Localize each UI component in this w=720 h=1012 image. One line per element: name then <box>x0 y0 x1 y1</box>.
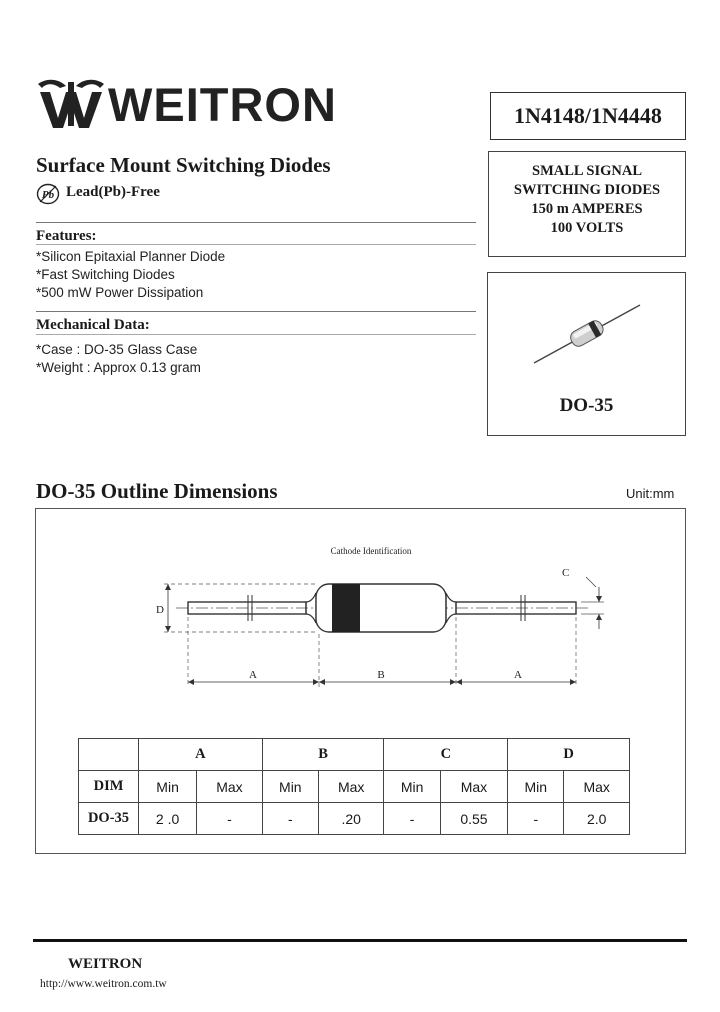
spec-box <box>488 151 686 257</box>
weitron-logo-icon <box>36 78 106 130</box>
footer-divider <box>33 939 687 942</box>
table-cell: 2.0 <box>564 803 630 835</box>
dimension-table <box>78 738 630 835</box>
brand-name: WEITRON <box>108 78 337 131</box>
table-cell: - <box>197 803 263 835</box>
package-label: DO-35 <box>559 395 614 416</box>
dim-label-a-left: A <box>249 669 257 681</box>
outline-box <box>35 508 686 854</box>
spec-line: 150 m AMPERES <box>531 201 643 217</box>
mechanical-item: *Case : DO-35 Glass Case <box>36 342 198 357</box>
table-corner <box>79 739 139 771</box>
feature-item: *Fast Switching Diodes <box>36 267 175 282</box>
group-header: D <box>508 739 630 771</box>
divider <box>36 334 476 335</box>
package-box <box>487 272 686 436</box>
sub-header: Max <box>318 771 384 803</box>
product-subtitle: Surface Mount Switching Diodes <box>36 153 331 177</box>
cathode-label: Cathode Identification <box>330 546 412 556</box>
group-header: A <box>139 739 263 771</box>
features-heading: Features: <box>36 228 97 244</box>
dim-label: DIM <box>79 771 139 803</box>
footer-brand: WEITRON <box>68 956 143 972</box>
diode-package-image <box>526 299 646 369</box>
spec-line: SMALL SIGNAL <box>532 163 642 179</box>
table-row <box>79 803 630 835</box>
feature-item: *500 mW Power Dissipation <box>36 285 204 300</box>
table-cell: - <box>262 803 318 835</box>
dim-label-a-right: A <box>514 669 522 681</box>
lead-free-label: Lead(Pb)-Free <box>66 184 160 200</box>
outline-title: DO-35 Outline Dimensions <box>36 479 278 503</box>
table-cell: .20 <box>318 803 384 835</box>
divider <box>36 244 476 245</box>
table-row <box>79 739 630 771</box>
spec-line: SWITCHING DIODES <box>513 182 661 198</box>
dim-label-c: C <box>562 567 570 579</box>
part-number-box <box>490 92 686 140</box>
part-number: 1N4148/1N4448 <box>514 103 662 128</box>
sub-header: Max <box>440 771 507 803</box>
divider <box>36 311 476 312</box>
table-cell: 0.55 <box>440 803 507 835</box>
row-label: DO-35 <box>79 803 139 835</box>
group-header: B <box>262 739 384 771</box>
sub-header: Min <box>508 771 564 803</box>
dim-label-d: D <box>156 604 164 616</box>
feature-item: *Silicon Epitaxial Planner Diode <box>36 249 226 264</box>
lead-free-icon-text: Pb <box>41 189 55 201</box>
unit-label: Unit:mm <box>626 486 675 501</box>
cathode-band <box>332 584 360 632</box>
sub-header: Min <box>262 771 318 803</box>
footer-url[interactable]: http://www.weitron.com.tw <box>40 978 167 990</box>
sub-header: Min <box>139 771 197 803</box>
mechanical-heading: Mechanical Data: <box>36 317 150 333</box>
lead-free-icon <box>36 183 60 205</box>
dim-label-b: B <box>377 669 385 681</box>
sub-header: Max <box>197 771 263 803</box>
mechanical-item: *Weight : Approx 0.13 gram <box>36 360 201 375</box>
brand-logo <box>36 78 366 134</box>
outline-diagram <box>36 509 687 709</box>
table-row <box>79 771 630 803</box>
table-cell: - <box>508 803 564 835</box>
group-header: C <box>384 739 508 771</box>
sub-header: Min <box>384 771 440 803</box>
table-cell: 2 .0 <box>139 803 197 835</box>
sub-header: Max <box>564 771 630 803</box>
spec-line: 100 VOLTS <box>550 220 624 236</box>
table-cell: - <box>384 803 440 835</box>
divider <box>36 222 476 223</box>
